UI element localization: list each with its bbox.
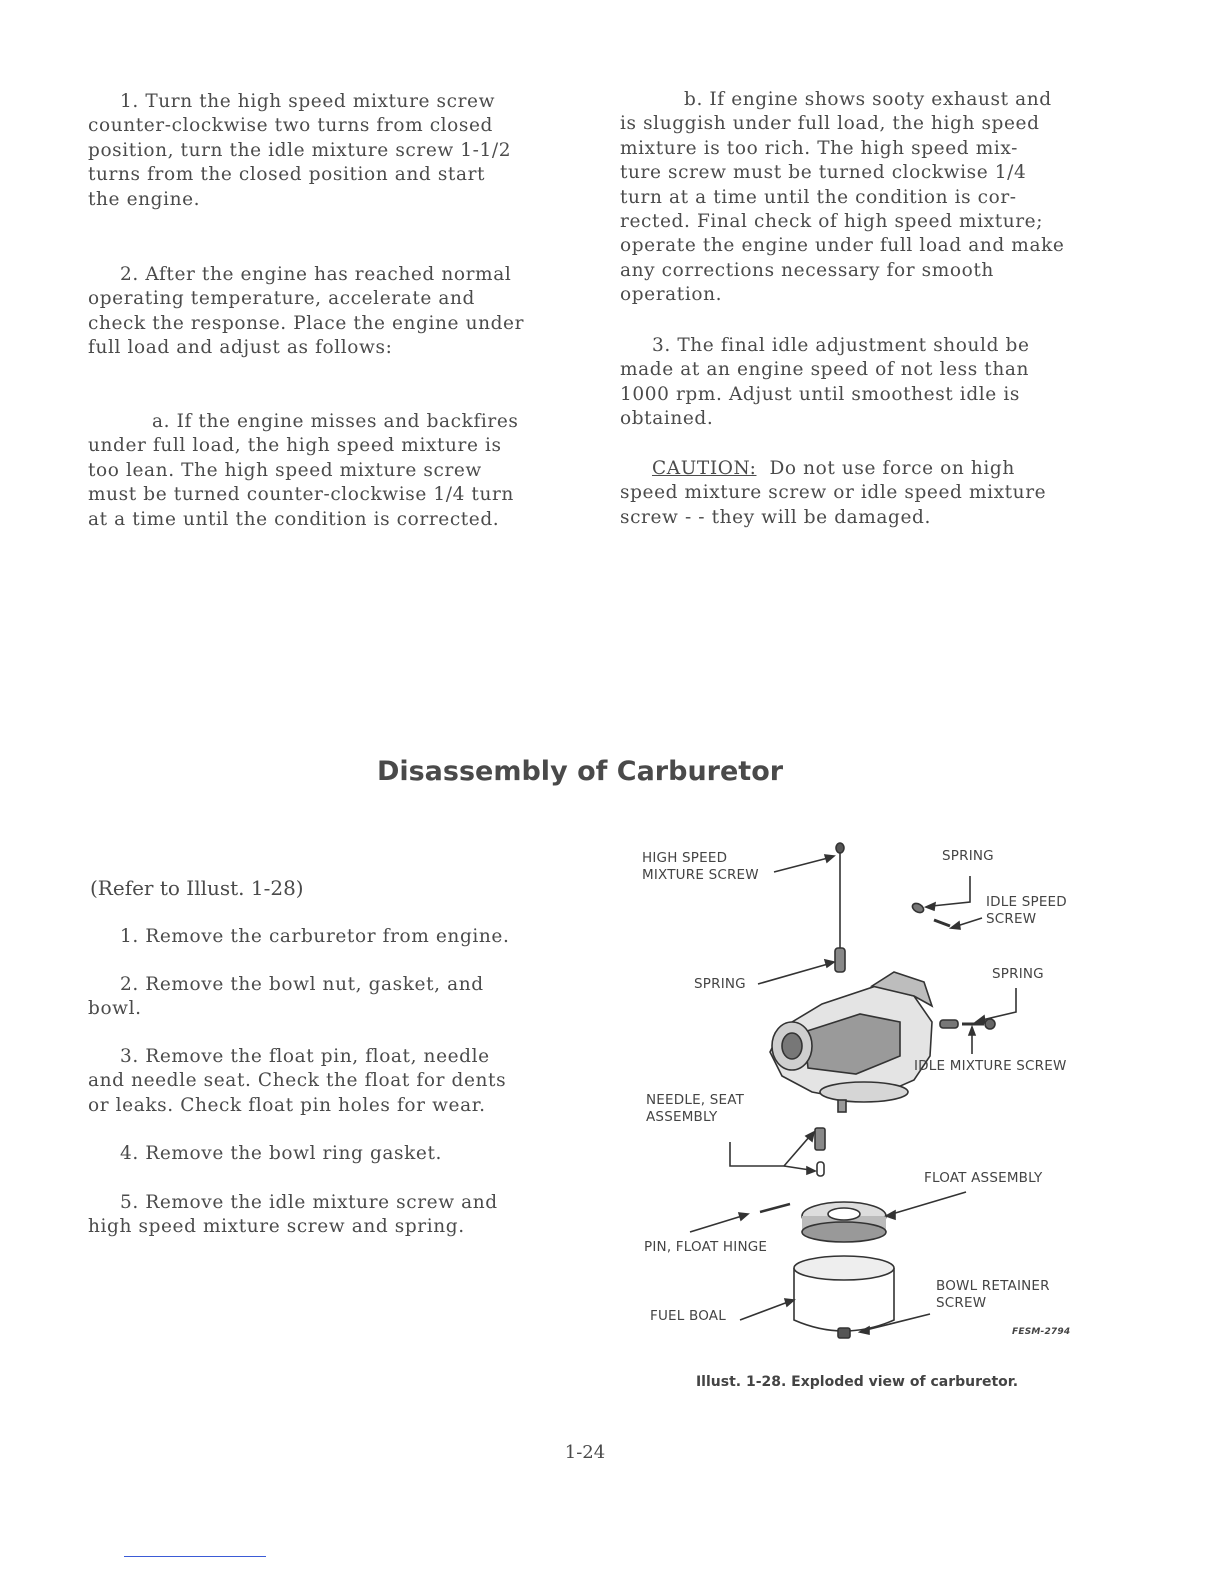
step-3-line: made at an engine speed of not less than	[620, 359, 1029, 381]
step-2-line: 2. After the engine has reached normal	[120, 264, 512, 285]
high-speed-screw-head	[836, 843, 844, 853]
step-2b-line: turn at a time until the condition is cor-	[620, 186, 1017, 208]
idle-spring-top	[911, 902, 925, 915]
disassembly-step-line: 5. Remove the idle mixture screw and	[120, 1192, 498, 1213]
step-2a-line: at a time until the condition is corrected.	[88, 508, 500, 530]
step-2a-line: a. If the engine misses and backfires	[152, 411, 519, 432]
arrow-needle-bracket	[730, 1136, 810, 1166]
arrow-fuel-bowl	[740, 1302, 788, 1320]
disassembly-step-5	[88, 1191, 498, 1240]
caution-label: CAUTION:	[652, 458, 757, 479]
step-3-line: obtained.	[620, 408, 714, 430]
label-line: NEEDLE, SEAT	[646, 1092, 745, 1108]
section-heading: Disassembly of Carburetor	[376, 756, 784, 787]
step-2a-line: must be turned counter-clockwise 1/4 turn	[88, 484, 514, 506]
step-2a-line: too lean. The high speed mixture screw	[88, 459, 482, 481]
label-line: SCREW	[936, 1295, 987, 1311]
label-line: MIXTURE SCREW	[642, 867, 759, 883]
arrow-float	[892, 1192, 966, 1214]
step-1	[88, 90, 511, 212]
step-2-line: check the response. Place the engine under	[88, 312, 525, 334]
label-pin-float-hinge: PIN, FLOAT HINGE	[644, 1239, 768, 1255]
idle-speed-screw	[934, 920, 950, 926]
step-2-line: operating temperature, accelerate and	[88, 288, 475, 310]
step-1-line: turns from the closed position and start	[88, 164, 486, 186]
disassembly-step-line: 3. Remove the float pin, float, needle	[120, 1046, 490, 1067]
figure-code: FESM-2794	[1012, 1327, 1071, 1337]
high-speed-spring	[835, 948, 845, 972]
caution-line: screw - - they will be damaged.	[620, 506, 931, 528]
footer-rule	[124, 1556, 266, 1557]
arrow-high-speed	[774, 858, 828, 872]
needle	[817, 1162, 824, 1176]
step-1-line: the engine.	[88, 188, 201, 210]
step-3	[620, 334, 1030, 432]
step-2a	[88, 410, 519, 532]
float-hinge-pin	[760, 1204, 790, 1212]
disassembly-step-1	[88, 925, 509, 949]
label-idle-speed-screw	[986, 894, 1067, 928]
label-line: ASSEMBLY	[646, 1109, 718, 1125]
step-2b-line: rected. Final check of high speed mixture;	[620, 211, 1044, 233]
carburetor-figure	[632, 836, 1102, 1366]
step-1-line: 1. Turn the high speed mixture screw	[120, 91, 496, 112]
disassembly-step-line: bowl.	[88, 998, 142, 1020]
label-line: BOWL RETAINER	[936, 1278, 1050, 1294]
label-idle-mixture-screw: IDLE MIXTURE SCREW	[914, 1058, 1067, 1074]
step-2b-line: b. If engine shows sooty exhaust and	[684, 89, 1052, 110]
step-2b-line: any corrections necessary for smooth	[620, 259, 994, 281]
step-2-line: full load and adjust as follows:	[88, 337, 393, 359]
label-line: SCREW	[986, 911, 1037, 927]
disassembly-step-2	[88, 973, 484, 1022]
arrow-spring-top	[932, 876, 970, 906]
label-bowl-retainer-screw	[936, 1278, 1050, 1312]
label-spring-left: SPRING	[694, 976, 746, 992]
disassembly-step-line: and needle seat. Check the float for dents	[88, 1070, 507, 1092]
step-3-line: 3. The final idle adjustment should be	[652, 335, 1030, 356]
disassembly-step-line: 1. Remove the carburetor from engine.	[120, 926, 510, 947]
step-2b-line: ture screw must be turned clockwise 1/4	[620, 162, 1027, 184]
step-2b-line: mixture is too rich. The high speed mix-	[620, 137, 1018, 159]
step-2b-line: operate the engine under full load and make	[620, 235, 1065, 257]
figure-caption: Illust. 1-28. Exploded view of carburetor.	[695, 1374, 1019, 1390]
step-2b-line: is sluggish under full load, the high speed	[620, 113, 1040, 135]
disassembly-step-line: high speed mixture screw and spring.	[88, 1216, 465, 1238]
arrow-spring-left	[758, 964, 828, 984]
caution-note	[620, 457, 1046, 530]
arrow-idle-speed	[957, 918, 982, 926]
arrow-spring-right	[982, 988, 1016, 1020]
page-number: 1-24	[564, 1442, 606, 1463]
step-2	[88, 263, 524, 361]
arrow-pin	[690, 1216, 742, 1232]
label-spring-top: SPRING	[942, 848, 994, 864]
idle-mixture-spring	[940, 1020, 958, 1028]
disassembly-step-3	[88, 1045, 506, 1118]
label-needle-seat-assembly	[646, 1092, 744, 1126]
step-1-line: position, turn the idle mixture screw 1-1/2	[88, 139, 512, 161]
step-1-line: counter-clockwise two turns from closed	[88, 115, 493, 137]
bowl-retainer-screw	[838, 1328, 850, 1338]
caution-line: Do not use force on high	[756, 458, 1015, 479]
caution-line: speed mixture screw or idle speed mixture	[620, 482, 1047, 504]
refer-note: (Refer to Illust. 1-28)	[90, 876, 304, 900]
disassembly-step-line: 2. Remove the bowl nut, gasket, and	[120, 974, 484, 995]
needle-seat	[815, 1128, 825, 1150]
disassembly-step-line: 4. Remove the bowl ring gasket.	[120, 1143, 442, 1164]
label-high-speed-mixture-screw	[642, 850, 759, 884]
step-3-line: 1000 rpm. Adjust until smoothest idle is	[620, 383, 1020, 405]
step-2a-line: under full load, the high speed mixture is	[88, 435, 502, 457]
label-spring-right: SPRING	[992, 966, 1044, 982]
label-line: HIGH SPEED	[642, 850, 728, 866]
label-float-assembly: FLOAT ASSEMBLY	[924, 1170, 1043, 1186]
label-fuel-bowl: FUEL BOAL	[650, 1308, 726, 1324]
disassembly-step-line: or leaks. Check float pin holes for wear.	[88, 1094, 486, 1116]
step-2b	[620, 88, 1064, 308]
label-line: IDLE SPEED	[986, 894, 1067, 910]
step-2b-line: operation.	[620, 284, 723, 306]
disassembly-step-4	[88, 1142, 442, 1166]
